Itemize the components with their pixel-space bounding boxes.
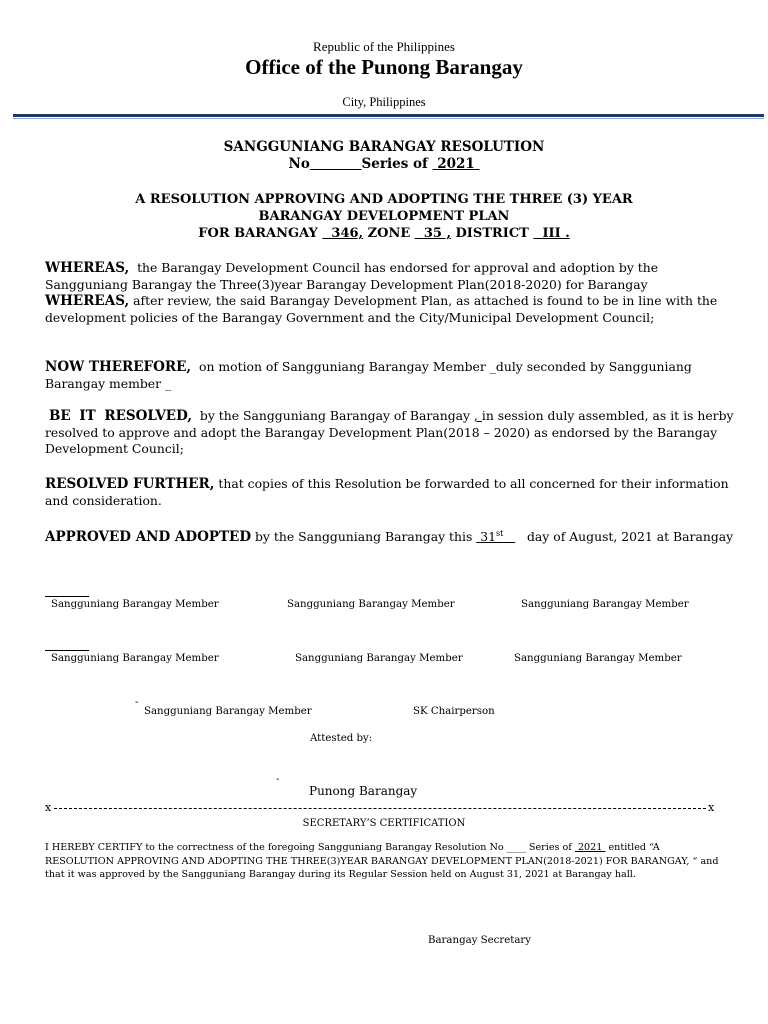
be-it-resolved-paragraph: BE IT RESOLVED, by the Sangguniang Barangay of Barangay , in session duly assembled, as it is herby resolved to approve and adopt the Barangay Development Plan(2018 – 2020) as endorsed by the Barangay Development Council; xyxy=(45,408,734,456)
attested-label: Attested by: xyxy=(310,733,373,744)
member-signatory-7: Sangguniang Barangay Member xyxy=(144,706,312,717)
office-title: Office of the Punong Barangay xyxy=(245,55,523,79)
separator-right-x: x xyxy=(708,801,715,814)
whereas-paragraph: WHEREAS, the Barangay Development Council has endorsed for approval and adoption by the Sangguniang Barangay the Three(3)year Barangay Development Plan(2018-2020) for Barangay WHEREAS, after review, the said Barangay Development Plan, as attached is found to be in line with the development policies of the Barangay Government and the City/Municipal Development Council; xyxy=(45,260,718,325)
resolved-further-paragraph: RESOLVED FURTHER, that copies of this Resolution be forwarded to all concerned for their information and consideration. xyxy=(45,476,729,508)
series-label: Series of xyxy=(361,156,428,172)
punong-barangay: Punong Barangay xyxy=(309,784,418,798)
certification-title: SECRETARY’S CERTIFICATION xyxy=(302,818,466,829)
signature-line xyxy=(45,650,89,651)
header-rule xyxy=(13,114,764,117)
certification-year: 2021 xyxy=(577,842,603,853)
approved-paragraph: APPROVED AND ADOPTED by the Sangguniang Barangay this 31st day of August, 2021 at Barangay xyxy=(45,529,734,546)
barangay-secretary: Barangay Secretary xyxy=(428,935,532,946)
member-signatory-1: Sangguniang Barangay Member xyxy=(51,599,219,610)
signature-line xyxy=(45,596,89,597)
republic-label: Republic of the Philippines xyxy=(313,39,455,54)
signature-dash: - xyxy=(276,774,280,785)
member-signatory-6: Sangguniang Barangay Member xyxy=(514,653,682,664)
signature-dash: - xyxy=(135,697,139,708)
zone-number: 35 , xyxy=(423,226,451,241)
certification-text: I HEREBY CERTIFY to the correctness of the foregoing Sangguniang Barangay Resolution No ____ Series of 2021 entitled “A RESOLUTION APPROVING AND ADOPTING THE THREE(3)YEAR BARANGAY DEVELOPMENT PLAN(2018-2021) FOR BARANGAY, “ and that it was approved by the Sangguniang Barangay during its Regular Session held on August 31, 2021 at Barangay hall. xyxy=(45,842,719,880)
city-label: City, Philippines xyxy=(342,95,426,109)
subject-line-1: A RESOLUTION APPROVING AND ADOPTING THE THREE (3) YEAR xyxy=(135,192,633,207)
approved-day: 31 xyxy=(480,529,496,545)
separator-left-x: x xyxy=(45,801,52,814)
no-blank xyxy=(310,156,362,172)
member-signatory-2: Sangguniang Barangay Member xyxy=(287,599,455,610)
resolution-title: SANGGUNIANG BARANGAY RESOLUTION xyxy=(223,139,545,155)
member-signatory-5: Sangguniang Barangay Member xyxy=(295,653,463,664)
header-rule-accent xyxy=(13,118,764,119)
member-signatory-4: Sangguniang Barangay Member xyxy=(51,653,219,664)
series-year: 2021 xyxy=(437,156,475,172)
sk-chairperson: SK Chairperson xyxy=(413,706,495,717)
district-number: III . xyxy=(542,226,570,241)
for-barangay-line: FOR BARANGAY 346, ZONE 35 , DISTRICT III . xyxy=(198,226,570,241)
no-label: No xyxy=(288,156,310,172)
resolution-number-line xyxy=(0,156,768,172)
member-signatory-3: Sangguniang Barangay Member xyxy=(521,599,689,610)
barangay-number: 346, xyxy=(331,226,364,241)
subject-line-2: BARANGAY DEVELOPMENT PLAN xyxy=(258,209,510,224)
separator-dashes xyxy=(54,808,706,809)
now-therefore-paragraph: NOW THEREFORE, on motion of Sangguniang Barangay Member _duly seconded by Sangguniang Barangay member _ xyxy=(45,359,692,391)
